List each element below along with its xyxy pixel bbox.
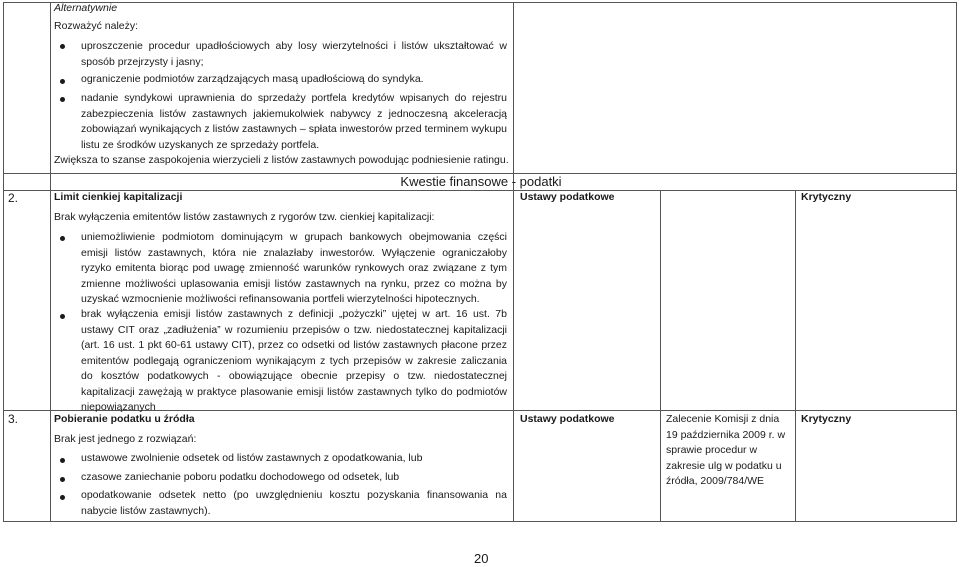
table-top-border (3, 2, 956, 3)
row-intro: Brak jest jednego z rozwiązań: (54, 433, 197, 445)
list-item: ustawowe zwolnienie odsetek od listów zastawnych z opodatkowania, lub (81, 452, 423, 464)
bullet-marker (60, 97, 65, 102)
list-item: uproszczenie procedur upadłościowych aby losy wierzytelności i listów ukształtować w sposób przejrzysty i jasny; (81, 40, 507, 68)
category-label: Ustawy podatkowe (520, 191, 615, 203)
page-number: 20 (474, 551, 489, 566)
table-left-border (3, 2, 4, 522)
bullet-marker (60, 236, 65, 241)
row-title: Pobieranie podatku u źródła (54, 413, 195, 425)
list-item: brak wyłączenia emisji listów zastawnych z definicji „pożyczki” ujętej w art. 16 ust. 7b ustawy CIT oraz „zadłużenia” w rozumieniu przepisów o tzw. niedostatecznej kapitalizacji (art. 16 ust. 1 pkt 60-61 ustawy CIT), przez co odsetki od listów zastawnych płacone przez emitentów podlegają ograniczeniom wynikającym z tych przepisów w zakresie zaliczania do kosztów podatkowych - obowiązujące obecnie przepisy o tzw. niedostatecznej kapitalizacji zawężają w praktyce plasowanie emisji listów zastawnych tylko do podmiotów niepowiązanych (81, 308, 507, 413)
section-conclusion: Zwiększa to szanse zaspokojenia wierzycieli z listów zastawnych powodując podniesienie ratingu. (54, 154, 509, 166)
table-right-border (956, 2, 957, 522)
section-header: Kwestie finansowe - podatki (400, 174, 562, 189)
bullet-marker (60, 495, 65, 500)
category-label: Ustawy podatkowe (520, 413, 615, 425)
list-item: nadanie syndykowi uprawnienia do sprzedaży portfela kredytów wpisanych do rejestru zabezpieczenia listów zastawnych jakiemukolwiek nabywcy z jednoczesną akceleracją zobowiązań wynikających z listów zastawnych – spłata inwestorów przed terminem wykupu listu ze środków uzyskanych ze sprzedaży portfela. (81, 92, 507, 151)
bullet-marker (60, 79, 65, 84)
recommendation-note: Zalecenie Komisji z dnia 19 października 2009 r. w sprawie procedur w zakresie ulg w podatku u źródła, 2009/784/WE (666, 413, 786, 487)
section-title: Alternatywnie (54, 2, 118, 14)
col-divider-1 (50, 2, 51, 522)
priority-label: Krytyczny (801, 191, 852, 203)
col-divider-2 (513, 2, 514, 522)
list-item: czasowe zaniechanie poboru podatku dochodowego od odsetek, lub (81, 471, 400, 483)
col-divider-4 (795, 190, 796, 522)
bullet-marker (60, 458, 65, 463)
list-item: uniemożliwienie podmiotom dominującym w grupach bankowych obejmowania części emisji listów zastawnych, która nie znalazłaby inwestorów. Wyłączenie ograniczałoby ryzyko emitenta biorąc pod uwagę zmienność warunków rynkowych oraz związane z tym zmienne możliwości uplasowania emisji listów zastawnych na rynku, przez co można by uzyskać wzmocnienie możliwości refinansowania portfeli wierzytelności hipotecznych. (81, 231, 507, 305)
bullet-marker (60, 477, 65, 482)
col-divider-3 (660, 190, 661, 522)
priority-label: Krytyczny (801, 413, 852, 425)
row-intro: Brak wyłączenia emitentów listów zastawnych z rygorów tzw. cienkiej kapitalizacji: (54, 211, 435, 223)
table-bottom-border (3, 521, 956, 522)
bullet-marker (60, 314, 65, 319)
section-intro: Rozważyć należy: (54, 20, 139, 32)
list-item: opodatkowanie odsetek netto (po uwzględnieniu kosztu pozyskania finansowania na nabycie listów zastawnych). (81, 489, 507, 517)
bullet-marker (60, 44, 65, 49)
list-item: ograniczenie podmiotów zarządzających masą upadłościową do syndyka. (81, 73, 424, 85)
row-number: 3. (8, 412, 19, 426)
row-title: Limit cienkiej kapitalizacji (54, 191, 183, 203)
row-number: 2. (8, 191, 19, 205)
